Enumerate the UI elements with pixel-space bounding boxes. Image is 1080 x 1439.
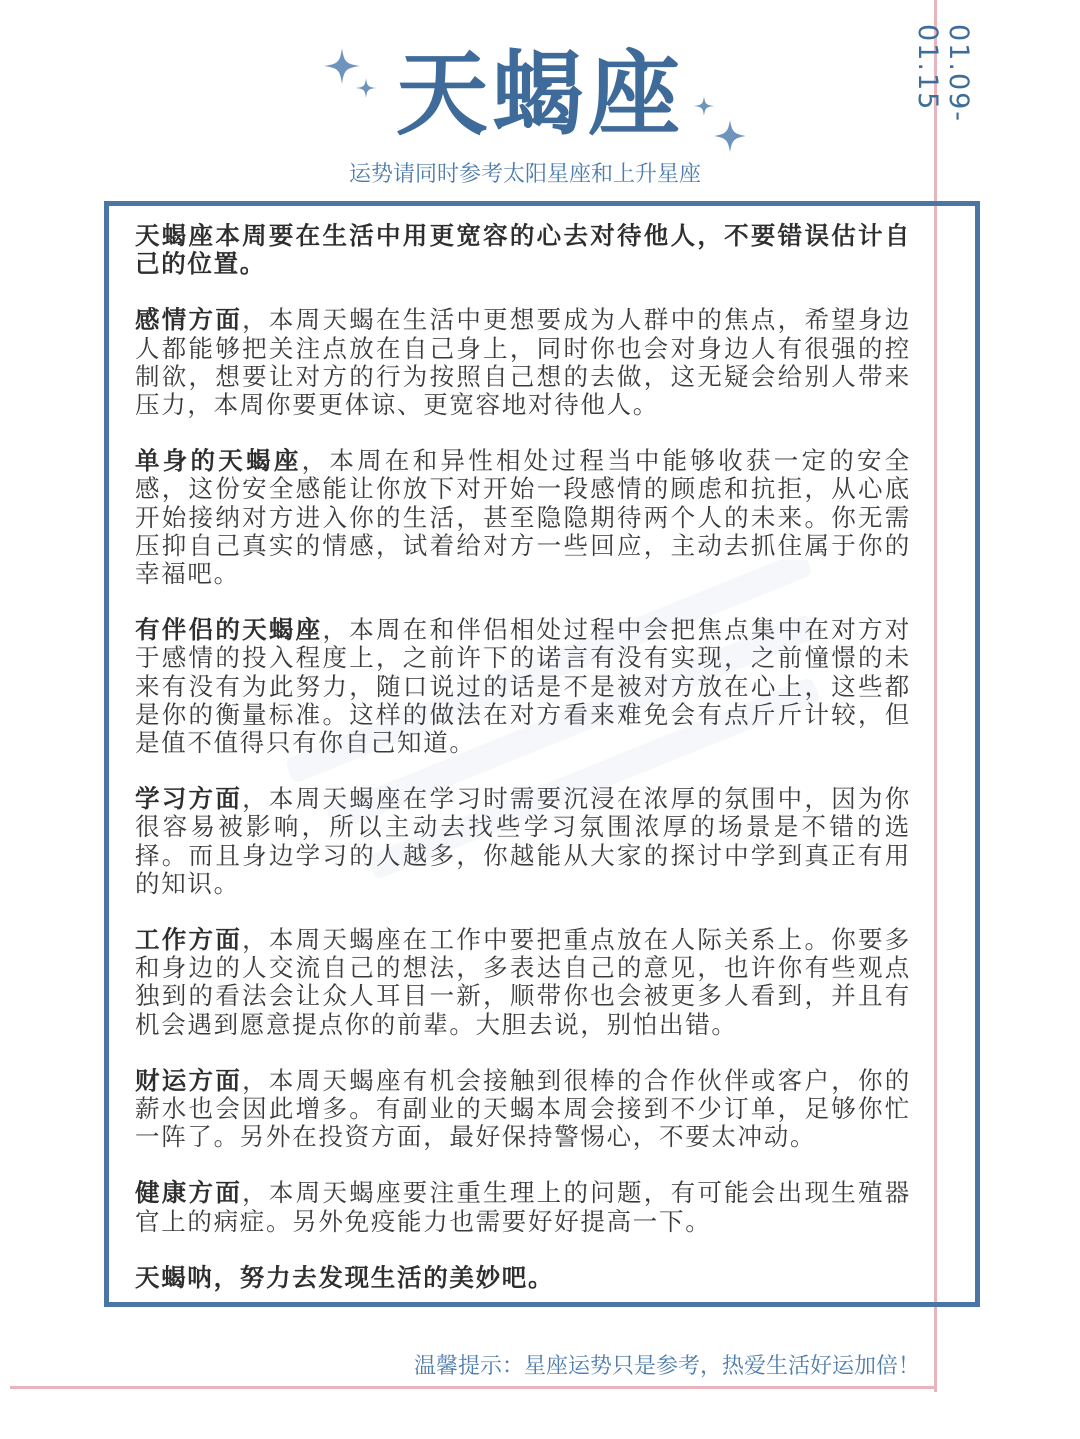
- section-heading: 健康方面: [135, 1178, 243, 1208]
- section-heading: 工作方面: [135, 925, 243, 955]
- section-heading: 单身的天蝎座: [135, 446, 302, 476]
- section-paragraph: [135, 447, 911, 588]
- section-heading: 财运方面: [135, 1065, 243, 1095]
- section-paragraph: [135, 1067, 911, 1152]
- section-paragraph: [135, 616, 911, 757]
- section-text: ，本周在和伴侣相处过程中会把焦点集中在对方对于感情的投入程度上，之前许下的诺言有没有实现，之前憧憬的未来有没有为此努力，随口说过的话是不是被对方放在心上，这些都是你的衡量标准。这样的做法在对方看来难免会有点斤斤计较，但是值不值得只有你自己知道。: [135, 615, 911, 758]
- pink-horizontal-line: [10, 1386, 937, 1389]
- date-range: 01.09-01.15: [912, 24, 974, 124]
- sparkle-icon: [322, 46, 382, 106]
- section-heading: 感情方面: [135, 305, 243, 335]
- sparkle-icon: [692, 94, 752, 154]
- intro-paragraph: 天蝎座本周要在生活中用更宽容的心去对待他人，不要错误估计自己的位置。: [135, 221, 911, 279]
- section-paragraph: [135, 306, 911, 419]
- subtitle: 运势请同时参考太阳星座和上升星座: [348, 162, 701, 187]
- section-paragraph: [135, 785, 911, 898]
- section-text: ，本周天蝎座要注重生理上的问题，有可能会出现生殖器官上的病症。另外免疫能力也需要好好提高一下。: [135, 1178, 911, 1236]
- section-heading: 学习方面: [135, 784, 243, 814]
- section-paragraph: [135, 1179, 911, 1235]
- footer-tip: 温馨提示：星座运势只是参考，热爱生活好运加倍！: [413, 1354, 920, 1379]
- horoscope-content: [135, 222, 911, 1320]
- section-text: ，本周天蝎座在学习时需要沉浸在浓厚的氛围中，因为你很容易被影响，所以主动去找些学习氛围浓厚的场景是不错的选择。而且身边学习的人越多，你越能从大家的探讨中学到真正有用的知识。: [135, 784, 911, 898]
- page-title: 天蝎座: [395, 41, 684, 148]
- section-text: ，本周天蝎在生活中更想要成为人群中的焦点，希望身边人都能够把关注点放在自己身上，同时你也会对身边人有很强的控制欲，想要让对方的行为按照自己想的去做，这无疑会给别人带来压力，本周你要更体谅、更宽容地对待他人。: [135, 305, 911, 420]
- section-heading: 有伴侣的天蝎座: [135, 615, 323, 645]
- section-text: ，本周天蝎座在工作中要把重点放在人际关系上。你要多和身边的人交流自己的想法，多表达自己的意见，也许你有些观点独到的看法会让众人耳目一新，顺带你也会被更多人看到，并且有机会遇到愿意提点你的前辈。大胆去说，别怕出错。: [135, 925, 911, 1039]
- section-text: ，本周在和异性相处过程当中能够收获一定的安全感，这份安全感能让你放下对开始一段感情的顾虑和抗拒，从心底开始接纳对方进入你的生活，甚至隐隐期待两个人的未来。你无需压抑自己真实的情感，试着给对方一些回应，主动去抓住属于你的幸福吧。: [135, 446, 911, 589]
- section-paragraph: [135, 926, 911, 1039]
- outro-paragraph: 天蝎呐，努力去发现生活的美妙吧。: [135, 1262, 555, 1292]
- section-text: ，本周天蝎座有机会接触到很棒的合作伙伴或客户，你的薪水也会因此增多。有副业的天蝎本周会接到不少订单，足够你忙一阵了。另外在投资方面，最好保持警惕心，不要太冲动。: [135, 1065, 911, 1152]
